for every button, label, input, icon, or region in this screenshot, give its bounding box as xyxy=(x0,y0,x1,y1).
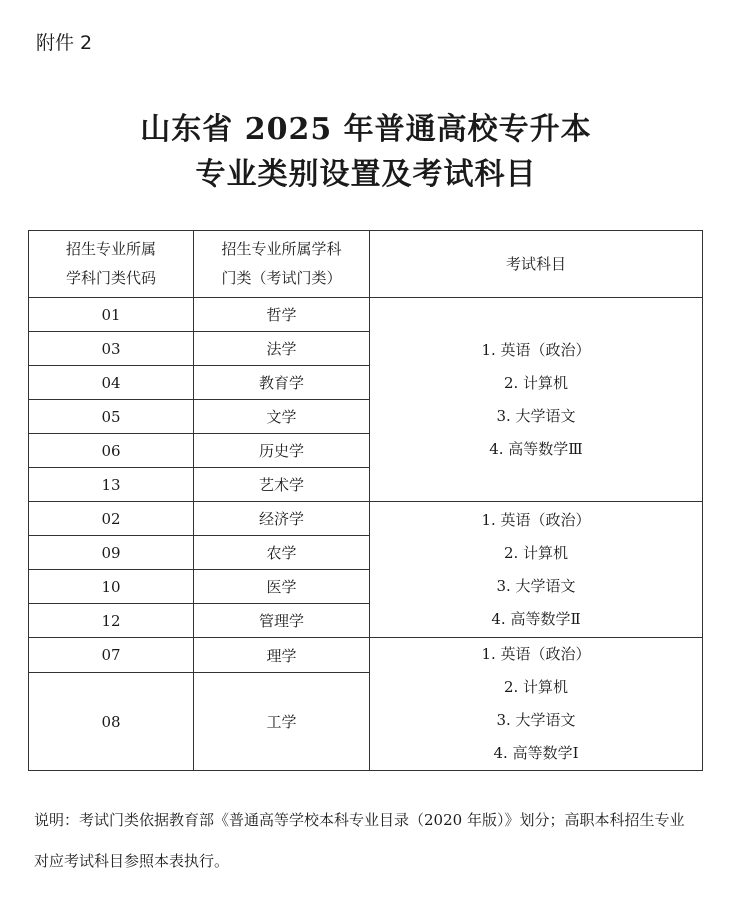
header-category-line-1: 招生专业所属学科 xyxy=(221,240,342,258)
category-code: 06 xyxy=(29,434,194,468)
category-code: 03 xyxy=(29,332,194,366)
exam-subject: 1. 英语（政治） xyxy=(481,510,591,529)
category-name: 理学 xyxy=(194,638,370,673)
category-code: 13 xyxy=(29,468,194,502)
header-category xyxy=(194,231,370,298)
exam-subjects-group-1 xyxy=(370,298,703,502)
category-name: 文学 xyxy=(194,400,370,434)
category-code: 12 xyxy=(29,604,194,638)
category-code: 04 xyxy=(29,366,194,400)
exam-subject: 2. 计算机 xyxy=(503,543,569,562)
table-header-row xyxy=(29,231,703,298)
category-name: 管理学 xyxy=(194,604,370,638)
exam-subject: 3. 大学语文 xyxy=(496,711,576,729)
exam-subject: 4. 高等数学Ⅲ xyxy=(489,439,583,458)
category-name: 历史学 xyxy=(194,434,370,468)
exam-subject: 3. 大学语文 xyxy=(496,576,576,595)
category-code: 09 xyxy=(29,536,194,570)
exam-subject: 4. 高等数学Ⅱ xyxy=(491,609,581,628)
document-title-line-1: 山东省 2025 年普通高校专升本 xyxy=(140,112,592,147)
document-title-line-2: 专业类别设置及考试科目 xyxy=(195,157,537,192)
category-code: 01 xyxy=(29,298,194,332)
category-name: 工学 xyxy=(194,673,370,771)
category-code: 10 xyxy=(29,570,194,604)
exam-subjects-group-3 xyxy=(370,638,703,771)
category-code: 07 xyxy=(29,638,194,673)
exam-subjects-group-2 xyxy=(370,502,703,638)
exam-subject: 2. 计算机 xyxy=(503,373,569,392)
exam-subject: 3. 大学语文 xyxy=(496,406,576,425)
category-code: 08 xyxy=(29,673,194,771)
table-row xyxy=(29,502,703,536)
category-name: 教育学 xyxy=(194,366,370,400)
footnote: 说明：考试门类依据教育部《普通高等学校本科专业目录（2020 年版）》划分；高职本科招生专业对应考试科目参照本表执行。 xyxy=(34,811,685,870)
table-row xyxy=(29,298,703,332)
category-code: 02 xyxy=(29,502,194,536)
header-category-line-2: 门类（考试门类） xyxy=(221,269,342,287)
category-name: 法学 xyxy=(194,332,370,366)
category-name: 医学 xyxy=(194,570,370,604)
header-code-line-1: 招生专业所属 xyxy=(65,240,156,258)
exam-subject: 4. 高等数学Ⅰ xyxy=(493,744,579,762)
attachment-label: 附件 2 xyxy=(36,32,93,54)
table-row xyxy=(29,638,703,673)
category-code: 05 xyxy=(29,400,194,434)
exam-subject: 2. 计算机 xyxy=(503,678,569,696)
header-code xyxy=(29,231,194,298)
category-name: 哲学 xyxy=(194,298,370,332)
exam-subject: 1. 英语（政治） xyxy=(481,340,591,359)
category-name: 艺术学 xyxy=(194,468,370,502)
category-name: 农学 xyxy=(194,536,370,570)
header-code-line-2: 学科门类代码 xyxy=(65,269,156,287)
exam-subject: 1. 英语（政治） xyxy=(481,645,591,663)
category-name: 经济学 xyxy=(194,502,370,536)
header-exam: 考试科目 xyxy=(370,231,703,298)
exam-subject-table xyxy=(28,230,703,771)
